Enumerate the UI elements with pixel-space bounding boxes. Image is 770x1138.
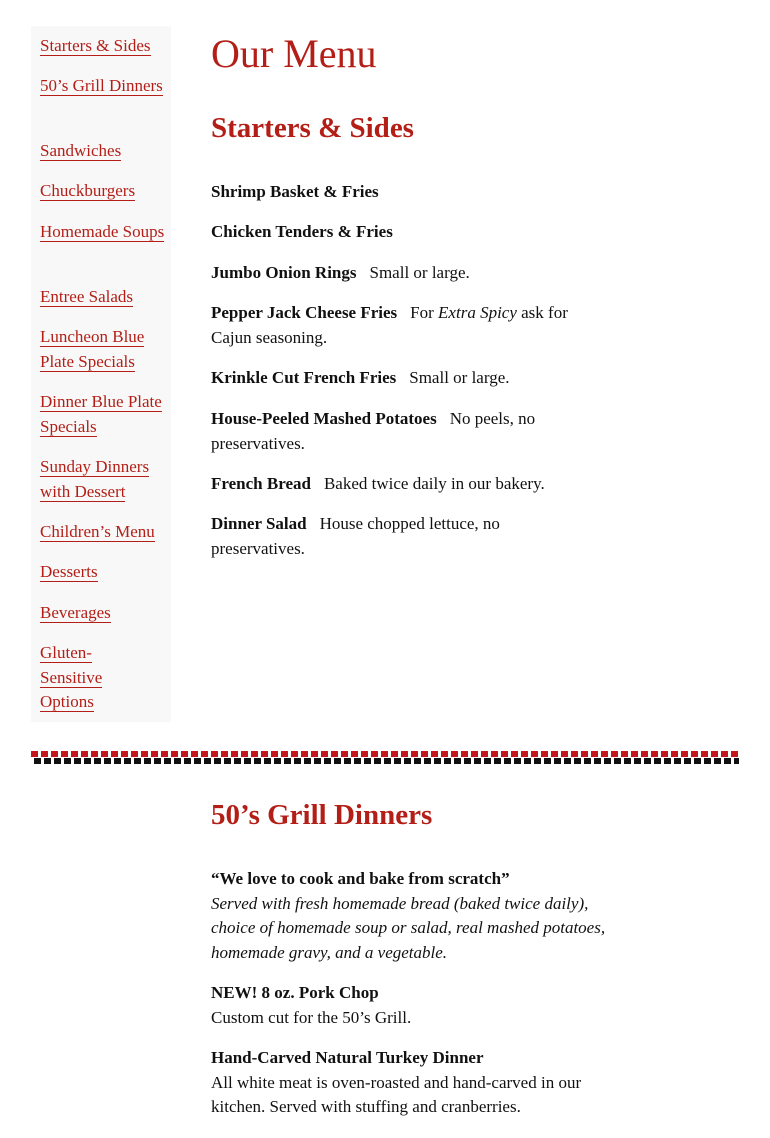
menu-item-desc: All white meat is oven-roasted and hand-carved in our kitchen. Served with stuffing and cranberries.: [211, 1072, 582, 1116]
menu-item-name: Chicken Tenders & Fries: [211, 222, 393, 241]
sidebar-item-luncheon-specials: [40, 325, 171, 374]
menu-item-name: Jumbo Onion Rings: [211, 263, 357, 282]
menu-item-desc: Small or large.: [369, 263, 470, 282]
menu-item-desc-before: For: [410, 303, 434, 322]
menu-item-desc: Baked twice daily in our bakery.: [323, 474, 545, 493]
menu-item-name: Hand-Carved Natural Turkey Dinner: [211, 1048, 484, 1067]
sidebar-item-grill-dinners: [40, 74, 171, 99]
menu-item-name: Pepper Jack Cheese Fries: [211, 303, 398, 322]
menu-item: [211, 301, 583, 350]
menu-item-desc-after: ask for Cajun seasoning.: [211, 303, 568, 347]
sidebar-link-desserts[interactable]: Desserts: [40, 562, 98, 581]
sidebar-nav: [31, 26, 171, 722]
menu-item: [211, 180, 591, 205]
sidebar-link-chuckburgers[interactable]: Chuckburgers: [40, 181, 136, 200]
sidebar-link-sunday-dinners[interactable]: Sunday Dinners with Dessert: [40, 457, 150, 501]
menu-item: [211, 512, 551, 561]
starters-section-title: Starters & Sides: [211, 112, 414, 144]
menu-item-name: Shrimp Basket & Fries: [211, 182, 379, 201]
menu-item-name: Dinner Salad: [211, 514, 307, 533]
sidebar-item-sandwiches: [40, 139, 171, 164]
menu-item-desc: Served with fresh homemade bread (baked twice daily), choice of homemade soup or salad, real mashed potatoes, homemade gravy, and a vegetable.: [211, 893, 606, 962]
sidebar-link-childrens-menu[interactable]: Children’s Menu: [40, 522, 155, 541]
menu-item-desc: Custom cut for the 50’s Grill.: [211, 1007, 412, 1027]
sidebar-item-desserts: [40, 560, 171, 585]
sidebar-link-dinner-specials[interactable]: Dinner Blue Plate Specials: [40, 392, 162, 436]
sidebar-item-childrens-menu: [40, 520, 171, 545]
sidebar-item-dinner-specials: [40, 390, 171, 439]
sidebar-link-gluten-sensitive[interactable]: Gluten-Sensitive Options: [40, 643, 103, 711]
sidebar-item-starters-sides: [40, 34, 171, 59]
menu-item-name: House-Peeled Mashed Potatoes: [211, 409, 437, 428]
menu-item-desc: House chopped lettuce, no preservatives.: [211, 514, 500, 558]
menu-item: [211, 472, 591, 497]
menu-item-desc: Small or large.: [409, 368, 510, 387]
sidebar-link-beverages[interactable]: Beverages: [40, 603, 111, 622]
sidebar-link-sandwiches[interactable]: Sandwiches: [40, 141, 122, 160]
sidebar-item-entree-salads: [40, 285, 171, 310]
menu-item-name: Krinkle Cut French Fries: [211, 368, 397, 387]
sidebar-item-homemade-soups: [40, 220, 171, 245]
menu-item: [211, 407, 591, 456]
menu-item: [211, 867, 621, 965]
page-title: Our Menu: [211, 31, 377, 76]
dinners-section-title: 50’s Grill Dinners: [211, 799, 433, 831]
sidebar-link-grill-dinners[interactable]: 50’s Grill Dinners: [40, 76, 163, 95]
sidebar-link-homemade-soups[interactable]: Homemade Soups: [40, 222, 165, 241]
menu-item: [211, 981, 621, 1030]
sidebar-item-beverages: [40, 601, 171, 626]
menu-item: [211, 220, 591, 245]
sidebar-item-gluten-sensitive: [40, 641, 115, 715]
sidebar-item-chuckburgers: [40, 179, 171, 204]
checkered-divider: [31, 751, 739, 764]
menu-item-name: “We love to cook and bake from scratch”: [211, 869, 510, 888]
menu-item: [211, 261, 591, 286]
sidebar-link-starters-sides[interactable]: Starters & Sides: [40, 36, 151, 55]
menu-item: [211, 1046, 596, 1120]
sidebar-link-entree-salads[interactable]: Entree Salads: [40, 287, 133, 306]
menu-item-desc: No peels, no preservatives.: [211, 409, 536, 453]
menu-item: [211, 366, 591, 391]
menu-item-name: NEW! 8 oz. Pork Chop: [211, 983, 379, 1002]
menu-item-name: French Bread: [211, 474, 311, 493]
sidebar-link-luncheon-specials[interactable]: Luncheon Blue Plate Specials: [40, 327, 145, 371]
sidebar-item-sunday-dinners: [40, 455, 171, 504]
menu-item-desc-emphasis: Extra Spicy: [438, 303, 517, 322]
